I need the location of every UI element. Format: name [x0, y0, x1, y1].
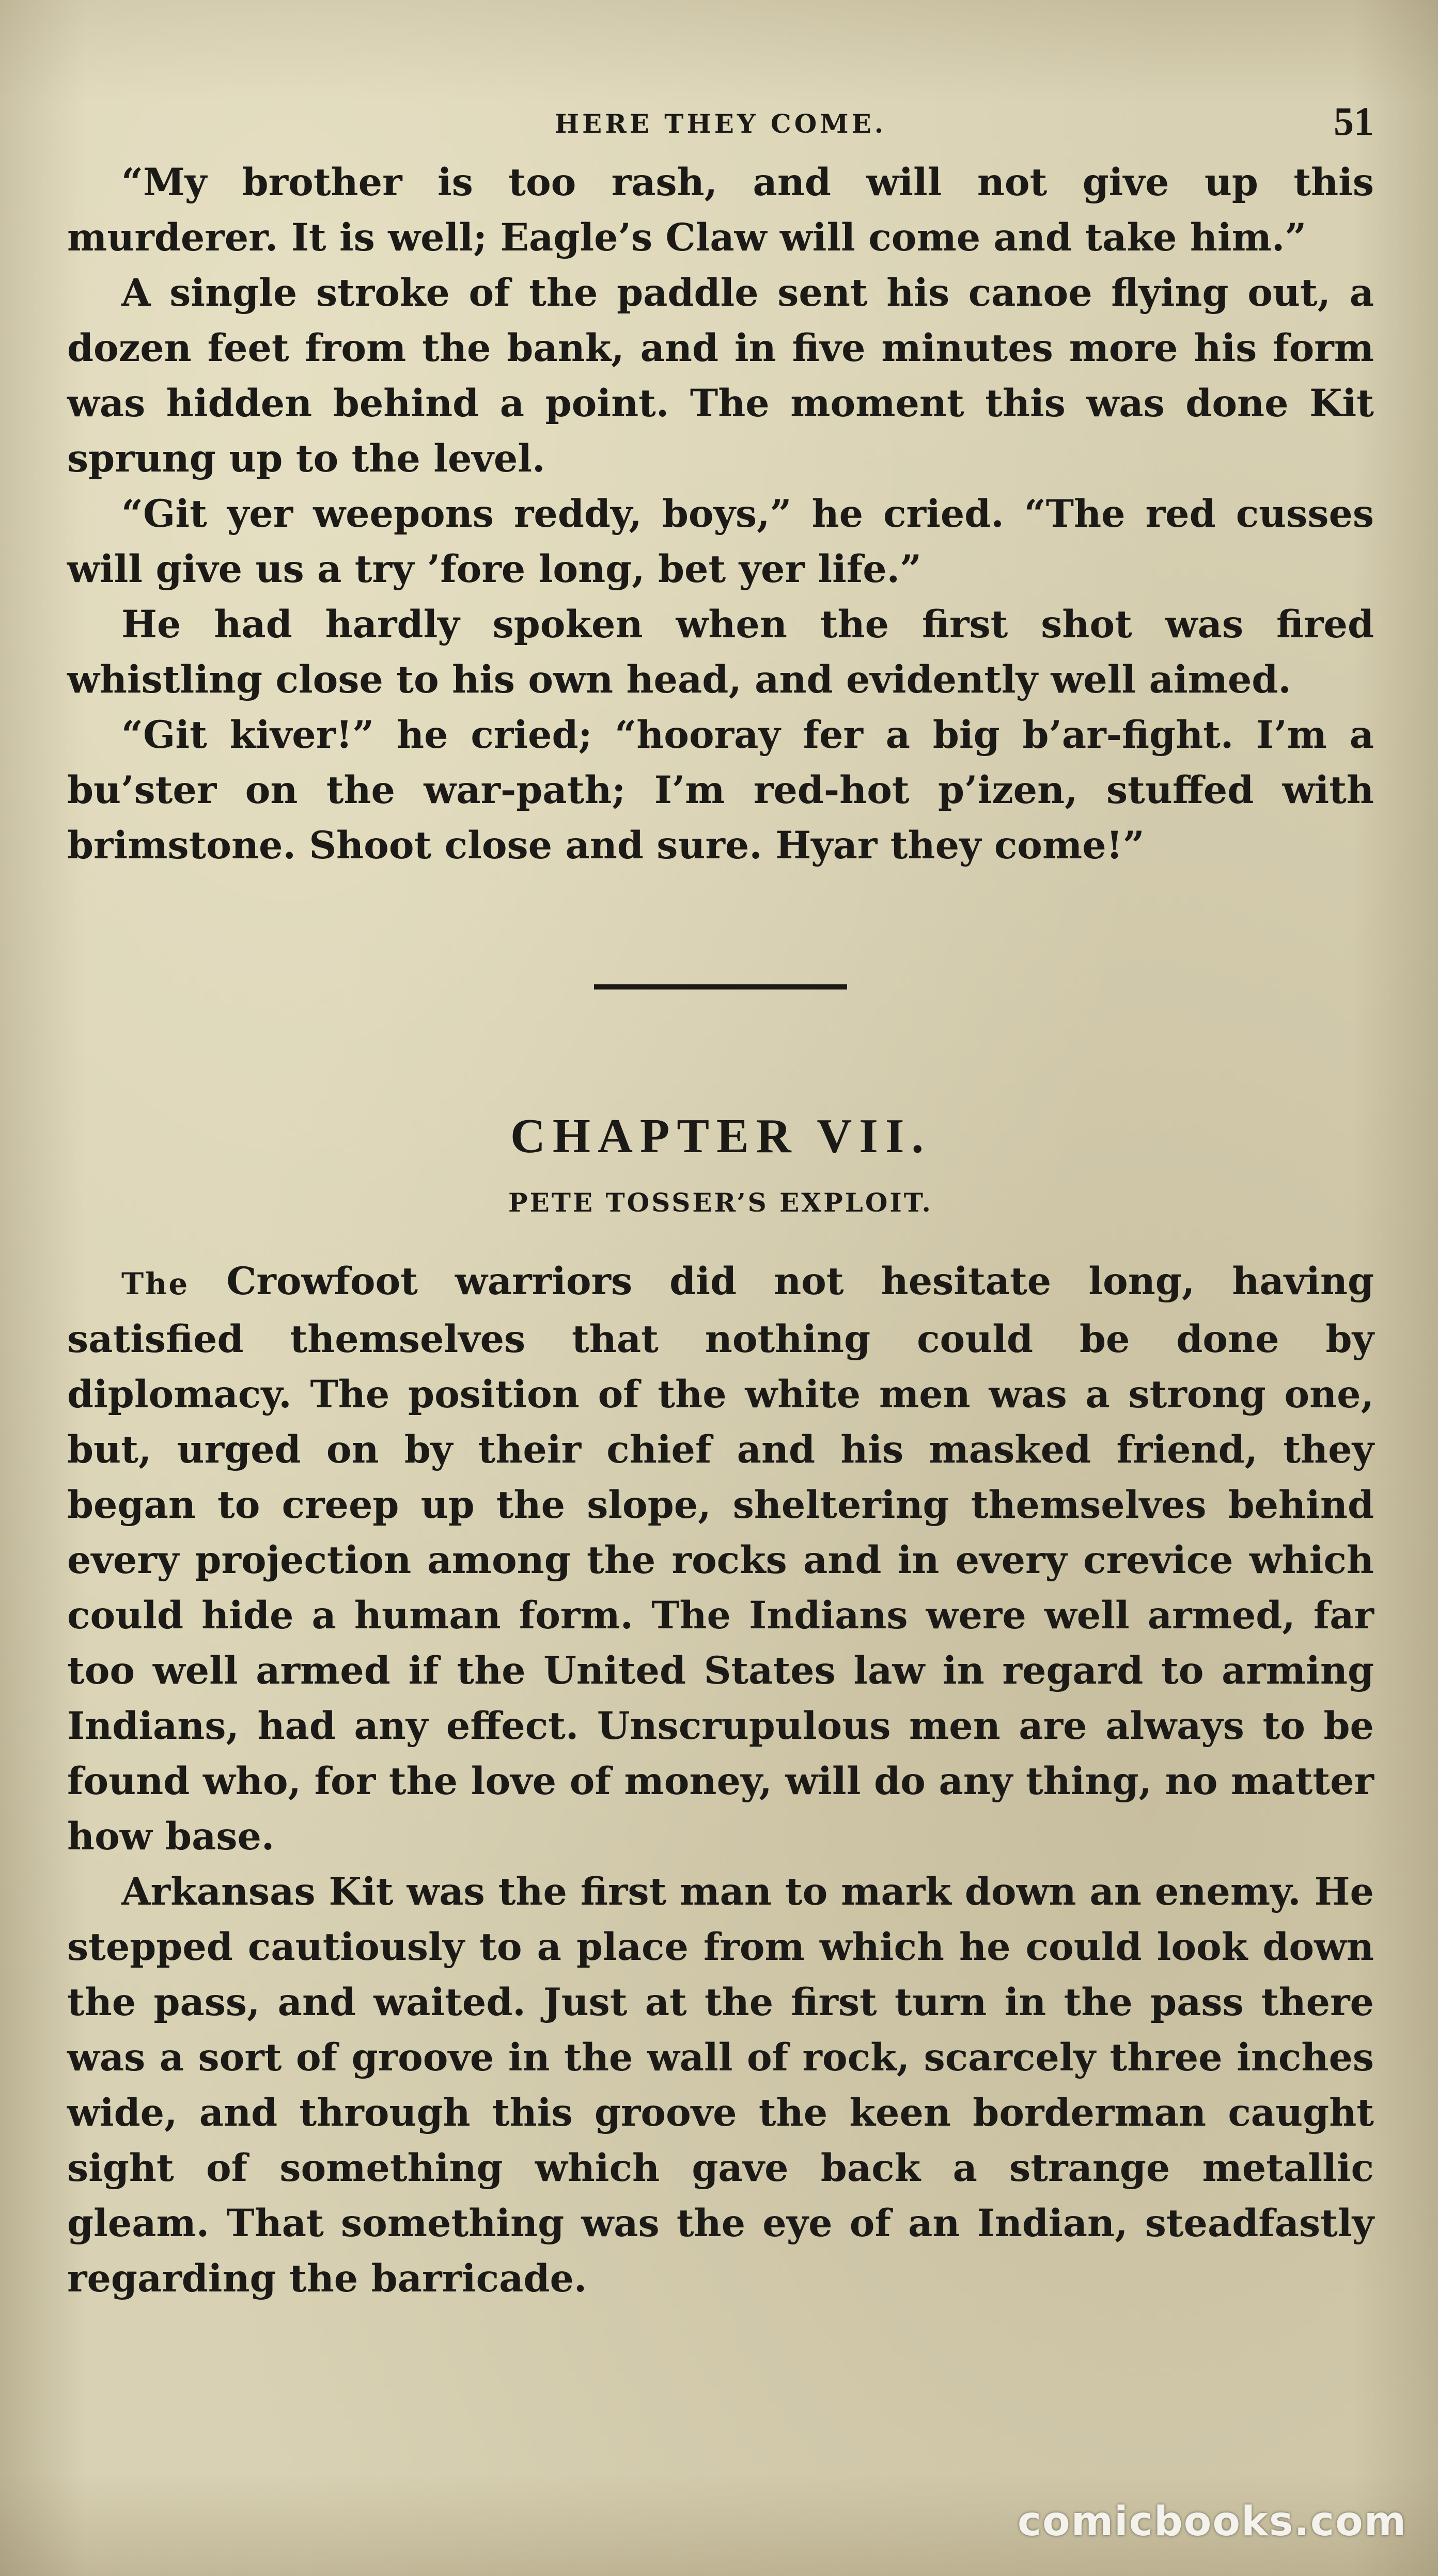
running-title: HERE THEY COME.: [554, 108, 887, 139]
chapter-first-paragraph: [67, 1254, 1374, 1864]
paragraph: “Git yer weepons reddy, boys,” he cried. “The red cusses will give us a try ’fore long, bet yer life.”: [67, 492, 1374, 591]
chapter-first-paragraph-text: Crowfoot warriors did not hesitate long, having satisfied themselves that nothing could be done by diplomacy. The position of the white men was a strong one, but, urged on by their chief and his masked friend, they began to creep up the slope, sheltering themselves behind every projection among the rocks and in every crevice which could hide a human form. The Indians were well armed, far too well armed if the United States law in regard to arming Indians, had any effect. Unscrupulous men are always to be found who, for the love of money, will do any thing, no matter how base.: [67, 1259, 1374, 1859]
section-divider: [594, 984, 847, 989]
book-page: [67, 93, 1374, 2306]
running-head: [67, 93, 1374, 155]
chapter-second-paragraph: Arkansas Kit was the first man to mark down an enemy. He stepped cautiously to a place from which he could look down the pass, and waited. Just at the first turn in the pass there was a sort of groove in the wall of rock, scarcely three inches wide, and through this groove the keen borderman caught sight of something which gave back a strange metallic gleam. That something was the eye of an Indian, steadfastly regarding the barricade.: [67, 1870, 1374, 2301]
paragraph: A single stroke of the paddle sent his canoe flying out, a dozen feet from the bank, and in five minutes more his form was hidden behind a point. The moment this was done Kit sprung up to the level.: [67, 271, 1374, 481]
section-text: [67, 155, 1374, 873]
watermark: comicbooks.com: [1017, 2499, 1407, 2545]
page-number: 51: [1334, 99, 1374, 144]
chapter-subtitle: PETE TOSSER’S EXPLOIT.: [508, 1187, 933, 1218]
paragraph: He had hardly spoken when the first shot was fired whistling close to his own head, and evidently well aimed.: [67, 602, 1374, 702]
chapter-first-word: The: [121, 1266, 190, 1301]
chapter-title: CHAPTER VII.: [510, 1109, 931, 1163]
paragraph: “Git kiver!” he cried; “hooray fer a big b’ar-fight. I’m a bu’ster on the war-path; I’m red-hot p’izen, stuffed with brimstone. Shoot close and sure. Hyar they come!”: [67, 713, 1374, 868]
paragraph: “My brother is too rash, and will not give up this murderer. It is well; Eagle’s Claw will come and take him.”: [67, 160, 1374, 260]
